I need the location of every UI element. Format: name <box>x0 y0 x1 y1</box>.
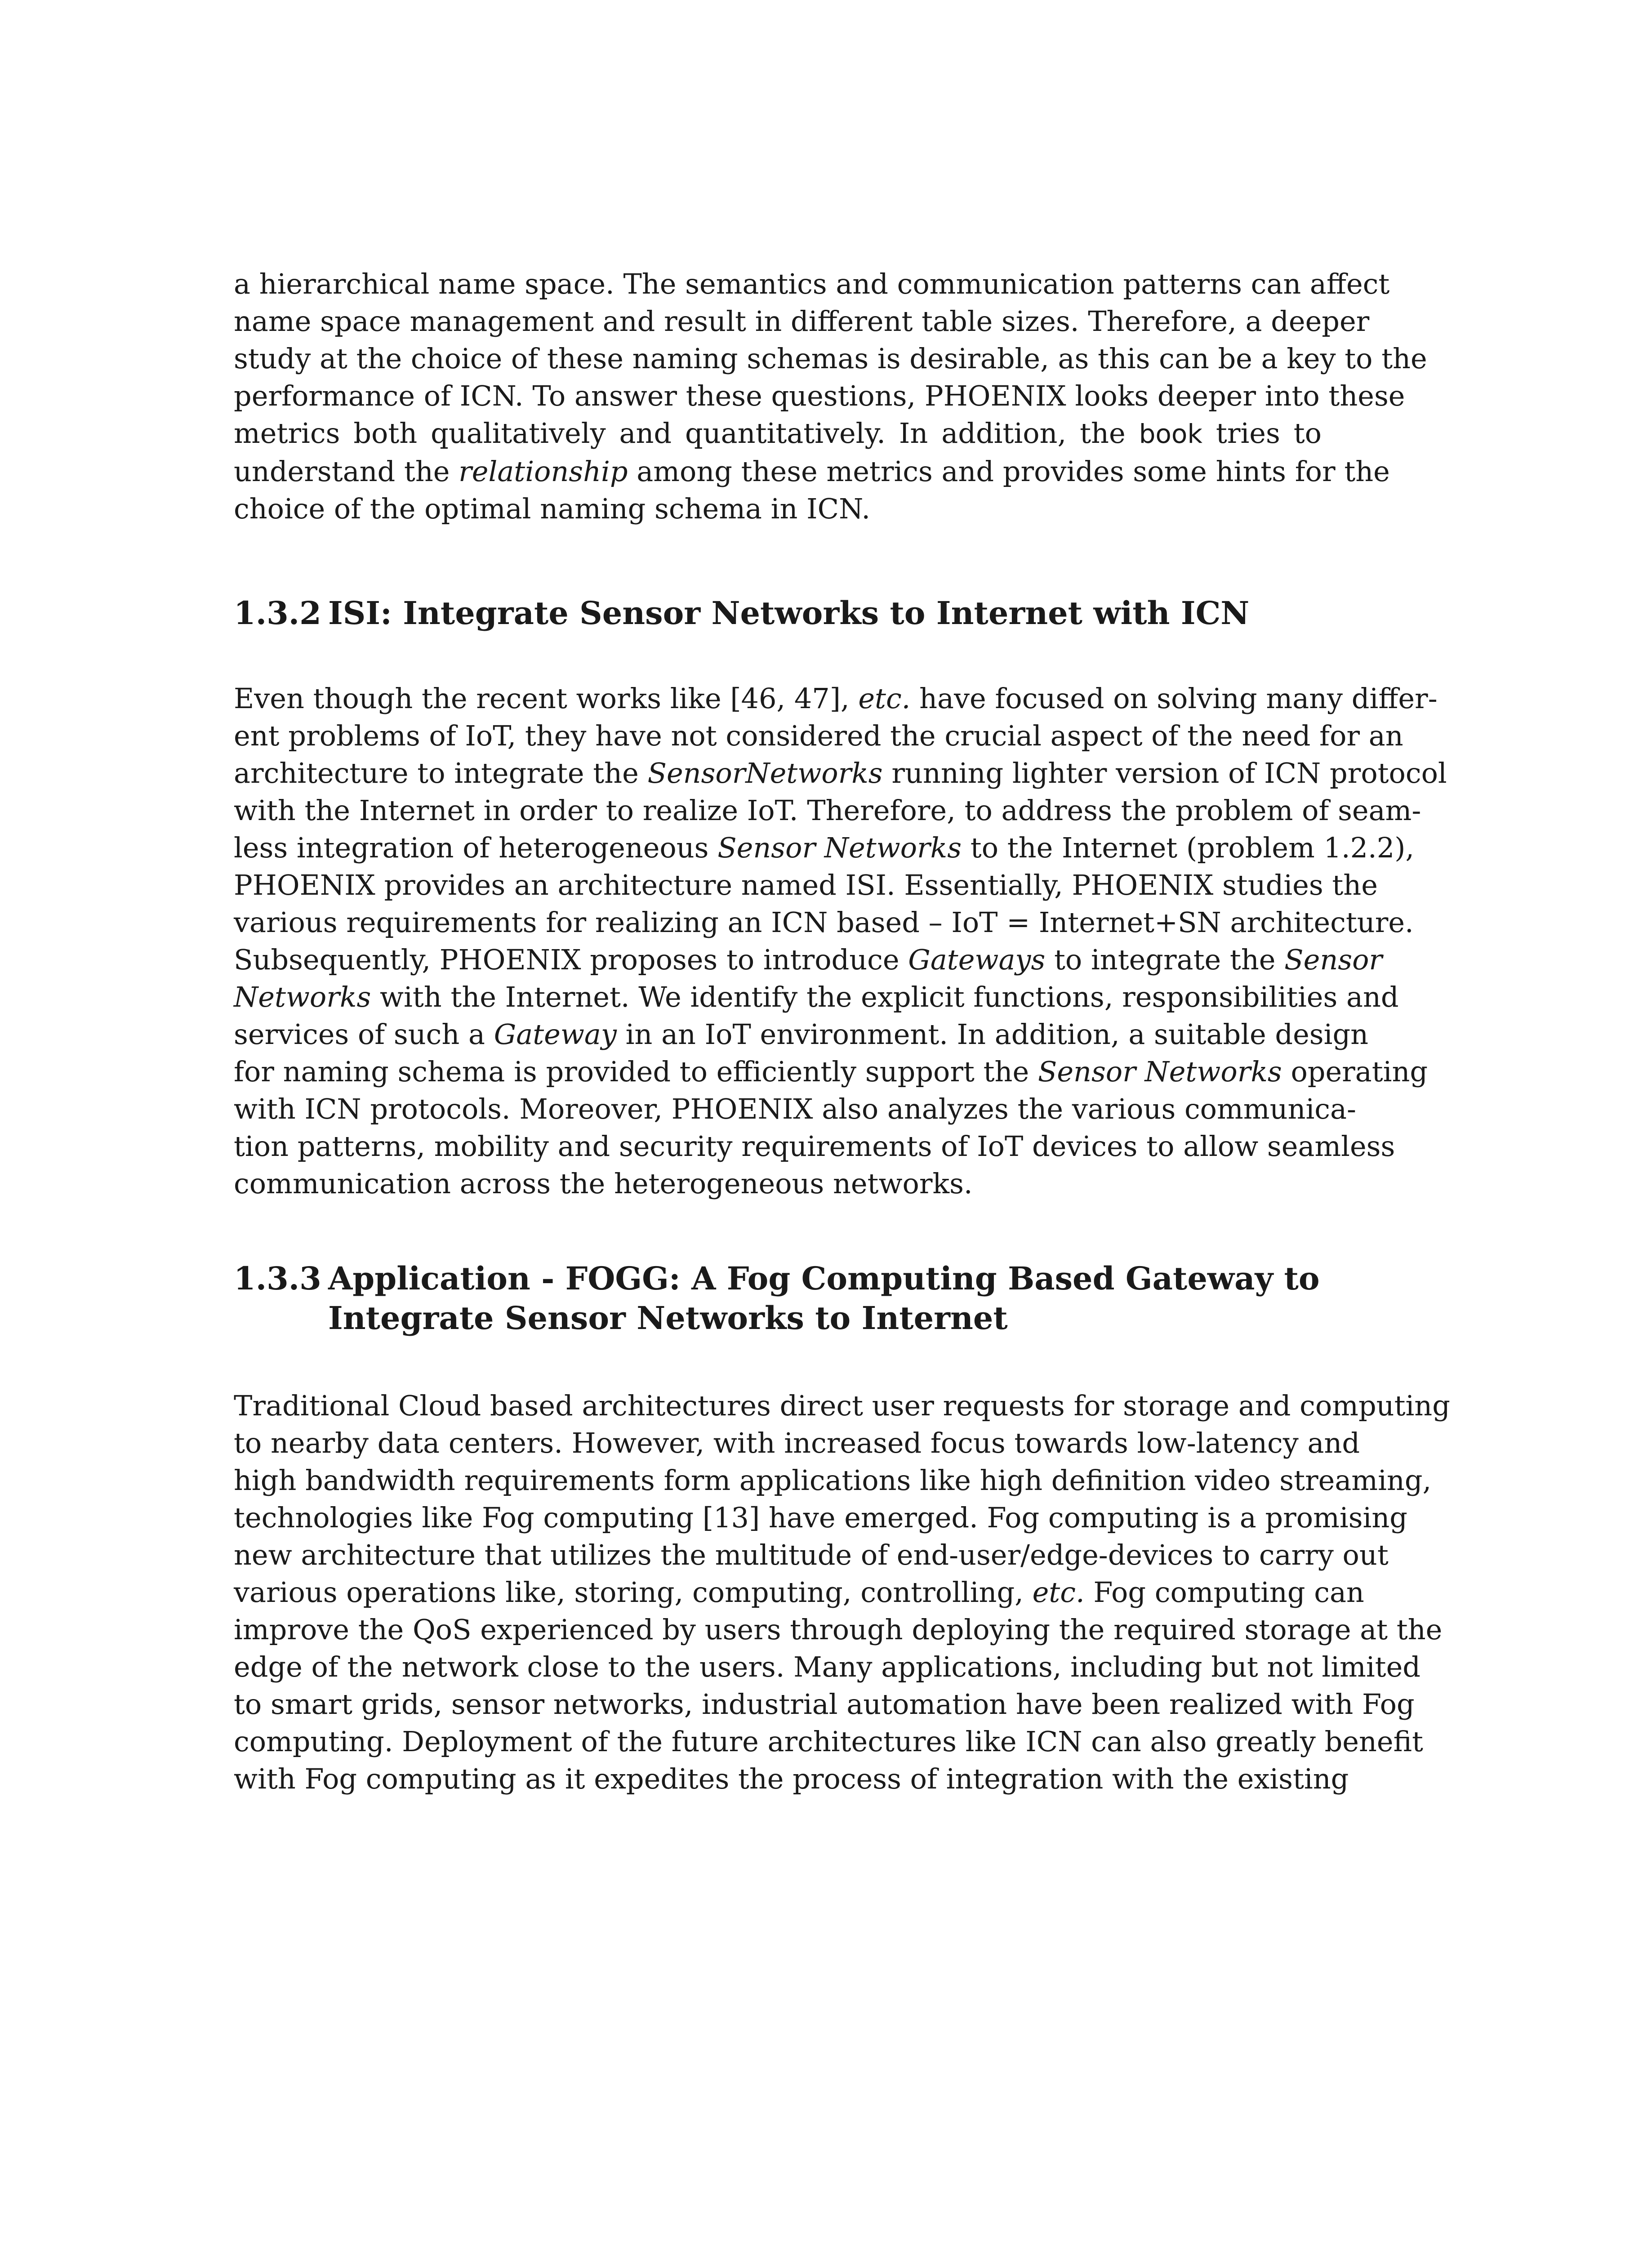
section-number: 1.3.3 <box>234 1260 321 1297</box>
text-line: less integration of heterogeneous Sensor Networks to the Internet (problem 1.2.2), <box>234 831 1415 864</box>
text-line: edge of the network close to the users. Many applications, including but not limited <box>234 1650 1420 1683</box>
section-title-line-2: Integrate Sensor Networks to Internet <box>328 1299 1008 1337</box>
text-line: study at the choice of these naming schemas is desirable, as this can be a key to the <box>234 342 1427 375</box>
text-line: to nearby data centers. However, with increased focus towards low-latency and <box>234 1427 1360 1459</box>
text-line: with the Internet in order to realize IoT. Therefore, to address the problem of seam- <box>234 794 1421 827</box>
text-line: with ICN protocols. Moreover, PHOENIX also analyzes the various communica- <box>234 1093 1356 1125</box>
text-line: tion patterns, mobility and security requirements of IoT devices to allow seamless <box>234 1130 1395 1163</box>
text-line: ent problems of IoT, they have not considered the crucial aspect of the need for an <box>234 719 1403 752</box>
section-title-line-1: Application - FOGG: A Fog Computing Based Gateway to <box>328 1260 1320 1297</box>
section-1-3-3-paragraph <box>234 1387 1450 1798</box>
text-line: improve the QoS experienced by users through deploying the required storage at the <box>234 1613 1443 1646</box>
text-line: a hierarchical name space. The semantics and communication patterns can affect <box>234 268 1390 300</box>
text-line: high bandwidth requirements form applications like high definition video streaming, <box>234 1464 1432 1497</box>
section-heading-1-3-2 <box>234 593 1249 633</box>
section-title: ISI: Integrate Sensor Networks to Internet with ICN <box>328 594 1250 632</box>
text-line: Subsequently, PHOENIX proposes to introduce Gateways to integrate the Sensor <box>234 943 1383 976</box>
text-line: metrics both qualitatively and quantitatively. In addition, the book tries to <box>234 417 1322 450</box>
text-line: to smart grids, sensor networks, industrial automation have been realized with Fog <box>234 1688 1415 1721</box>
section-heading-1-3-3 <box>234 1259 1320 1338</box>
continuation-paragraph <box>234 265 1427 527</box>
text-line: Networks with the Internet. We identify the explicit functions, responsibilities and <box>234 981 1399 1013</box>
text-line: for naming schema is provided to efficiently support the Sensor Networks operating <box>234 1055 1428 1088</box>
text-line: communication across the heterogeneous networks. <box>234 1167 973 1200</box>
text-line: architecture to integrate the SensorNetworks running lighter version of ICN protocol <box>234 757 1447 789</box>
text-line: various requirements for realizing an ICN based – IoT = Internet+SN architecture. <box>234 906 1414 939</box>
text-line: with Fog computing as it expedites the process of integration with the existing <box>234 1762 1349 1795</box>
text-line: choice of the optimal naming schema in ICN. <box>234 492 871 525</box>
text-line: Even though the recent works like [46, 47], etc. have focused on solving many differ- <box>234 682 1438 715</box>
emphasis: relationship <box>459 455 628 488</box>
section-1-3-2-paragraph <box>234 680 1447 1202</box>
text-line: services of such a Gateway in an IoT environment. In addition, a suitable design <box>234 1018 1369 1051</box>
text-line: understand the relationship among these metrics and provides some hints for the <box>234 455 1390 488</box>
book-word: book <box>1139 419 1202 449</box>
text-line: various operations like, storing, computing, controlling, etc. Fog computing can <box>234 1576 1364 1609</box>
text-line: performance of ICN. To answer these questions, PHOENIX looks deeper into these <box>234 379 1405 412</box>
text-line: computing. Deployment of the future architectures like ICN can also greatly benefit <box>234 1725 1423 1758</box>
section-number: 1.3.2 <box>234 594 321 632</box>
text-line: name space management and result in different table sizes. Therefore, a deeper <box>234 305 1370 338</box>
text-line: new architecture that utilizes the multitude of end-user/edge-devices to carry out <box>234 1539 1389 1571</box>
text-line: Traditional Cloud based architectures direct user requests for storage and computing <box>234 1389 1450 1422</box>
text-line: PHOENIX provides an architecture named ISI. Essentially, PHOENIX studies the <box>234 869 1378 901</box>
text-line: technologies like Fog computing [13] have emerged. Fog computing is a promising <box>234 1501 1407 1534</box>
